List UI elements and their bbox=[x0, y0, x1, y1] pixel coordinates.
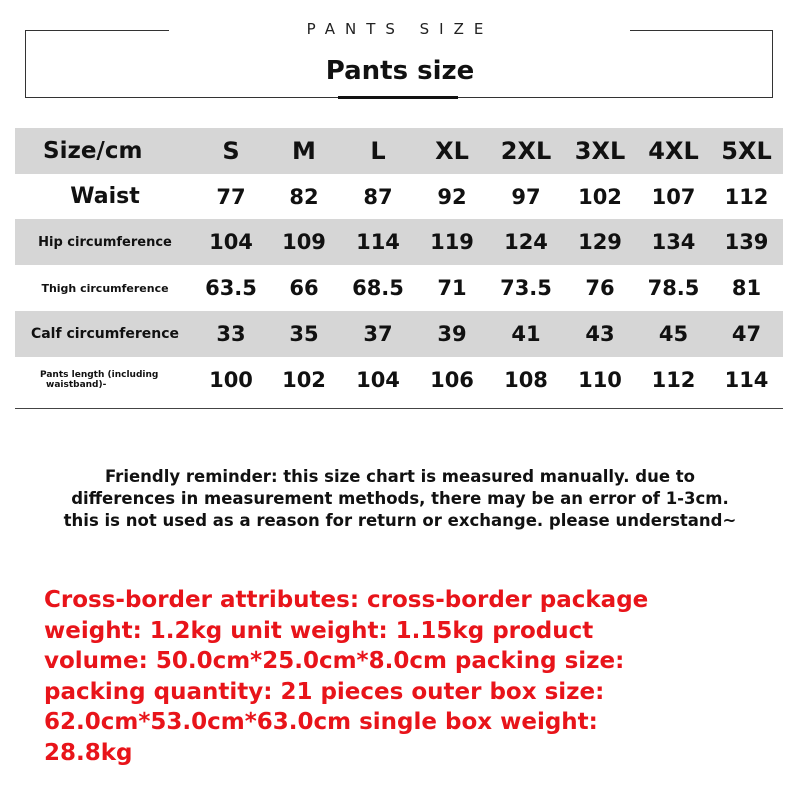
table-cell: 110 bbox=[578, 368, 622, 392]
column-header: 2XL bbox=[489, 128, 563, 174]
column-header: S bbox=[195, 128, 267, 174]
column-header: 4XL bbox=[637, 128, 710, 174]
table-cell: 39 bbox=[415, 311, 489, 357]
table-cell: 66 bbox=[289, 276, 319, 300]
table-cell: 47 bbox=[710, 311, 783, 357]
table-cell: 71 bbox=[437, 276, 467, 300]
attribute-line: packing quantity: 21 pieces outer box size: bbox=[44, 678, 605, 705]
table-cell: 139 bbox=[710, 219, 783, 265]
table-cell: 78.5 bbox=[647, 276, 700, 300]
table-row bbox=[15, 311, 783, 357]
attribute-line: volume: 50.0cm*25.0cm*8.0cm packing size: bbox=[44, 648, 625, 674]
table-cell: 109 bbox=[267, 219, 341, 265]
title-underline bbox=[338, 96, 458, 99]
column-header: 5XL bbox=[710, 128, 783, 174]
table-cell: 102 bbox=[282, 368, 326, 392]
table-cell: 107 bbox=[651, 184, 696, 209]
attribute-line: weight: 1.2kg unit weight: 1.15kg product bbox=[44, 617, 594, 644]
table-cell: 124 bbox=[489, 219, 563, 265]
table-cell: 102 bbox=[578, 184, 622, 209]
column-header: XL bbox=[415, 128, 489, 174]
attribute-line: 62.0cm*53.0cm*63.0cm single box weight: bbox=[44, 709, 598, 735]
table-cell: 112 bbox=[724, 184, 769, 209]
table-cell: 104 bbox=[195, 219, 267, 265]
row-label: Calf circumference bbox=[15, 311, 195, 357]
table-row bbox=[15, 265, 783, 311]
table-cell: 82 bbox=[289, 184, 319, 209]
table-cell: 119 bbox=[415, 219, 489, 265]
row-label-line: Pants length (including bbox=[40, 370, 159, 380]
table-header-row bbox=[15, 128, 783, 174]
column-header: Size/cm bbox=[15, 128, 195, 174]
table-cell: 100 bbox=[209, 368, 253, 392]
table-row bbox=[15, 174, 783, 219]
table-cell: 112 bbox=[651, 368, 696, 392]
table-cell: 134 bbox=[637, 219, 710, 265]
table-row bbox=[15, 357, 783, 403]
size-chart-table bbox=[15, 128, 783, 403]
column-header: L bbox=[341, 128, 415, 174]
table-row bbox=[15, 219, 783, 265]
table-cell: 97 bbox=[511, 184, 541, 209]
row-label: Hip circumference bbox=[15, 219, 195, 265]
attribute-line: 28.8kg bbox=[44, 739, 133, 766]
table-cell: 45 bbox=[637, 311, 710, 357]
table-cell: 43 bbox=[563, 311, 637, 357]
table-cell: 87 bbox=[363, 184, 393, 209]
table-cell: 129 bbox=[563, 219, 637, 265]
table-cell: 68.5 bbox=[352, 276, 404, 300]
table-cell: 114 bbox=[341, 219, 415, 265]
table-bottom-border bbox=[15, 408, 783, 409]
table-cell: 73.5 bbox=[500, 276, 552, 300]
table-cell: 41 bbox=[489, 311, 563, 357]
table-cell: 77 bbox=[216, 184, 246, 209]
table-cell: 63.5 bbox=[205, 276, 257, 300]
attribute-line: Cross-border attributes: cross-border package bbox=[44, 587, 649, 613]
table-cell: 104 bbox=[356, 368, 400, 392]
reminder-line: this is not used as a reason for return or exchange. please understand~ bbox=[63, 511, 737, 530]
row-label-line: waistband)- bbox=[46, 380, 107, 390]
table-cell: 81 bbox=[731, 276, 762, 300]
cross-border-attributes bbox=[44, 585, 784, 768]
reminder-line: Friendly reminder: this size chart is measured manually. due to bbox=[104, 467, 696, 486]
column-header: M bbox=[267, 128, 341, 174]
table-cell: 33 bbox=[195, 311, 267, 357]
friendly-reminder bbox=[0, 466, 800, 532]
table-cell: 37 bbox=[341, 311, 415, 357]
page-title: Pants size bbox=[325, 56, 475, 86]
table-cell: 106 bbox=[430, 368, 474, 392]
table-cell: 35 bbox=[267, 311, 341, 357]
table-cell: 108 bbox=[504, 368, 548, 392]
reminder-line: differences in measurement methods, there may be an error of 1-3cm. bbox=[71, 489, 729, 508]
table-cell: 114 bbox=[724, 368, 769, 392]
row-label: Waist bbox=[70, 184, 140, 209]
column-header: 3XL bbox=[563, 128, 637, 174]
table-cell: 92 bbox=[437, 184, 467, 209]
row-label bbox=[15, 357, 195, 403]
section-top-label: PANTS SIZE bbox=[306, 20, 494, 38]
table-cell: 76 bbox=[585, 276, 615, 300]
row-label: Thigh circumference bbox=[41, 281, 169, 295]
